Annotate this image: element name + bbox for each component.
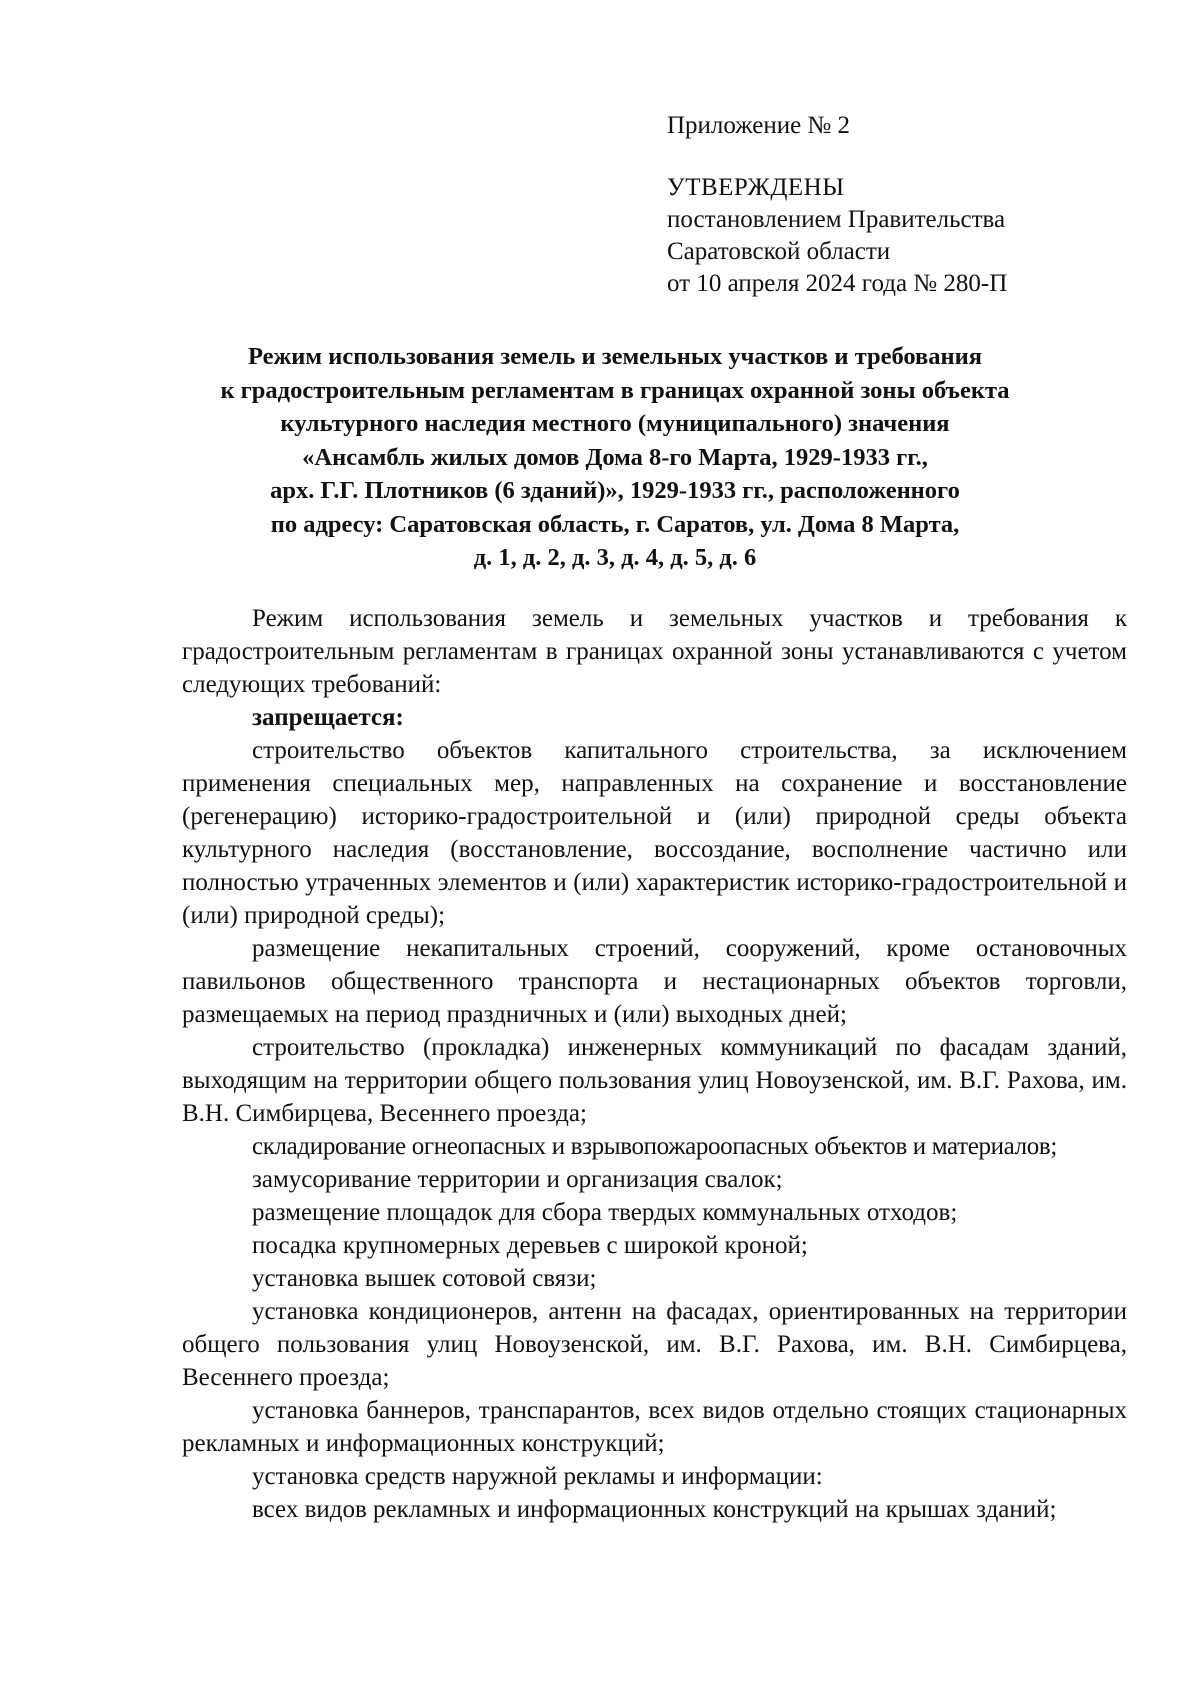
approved-heading: УТВЕРЖДЕНЫ [667, 174, 845, 201]
approval-line: постановлением Правительства [667, 206, 1006, 233]
list-item: строительство объектов капитального строительства, за исключением применения специальных мер, направленных на сохранение и восстановление (регенерацию) историко-градостроительной и (или) природной среды объекта культурного наследия (восстановление, воссоздание, восполнение частично или полностью утраченных элементов и (или) характеристик историко-градостроительной и (или) природной среды); [182, 737, 1127, 929]
title-line: «Ансамбль жилых домов Дома 8-го Марта, 1929-1933 гг., [302, 443, 928, 471]
list-item: установка баннеров, транспарантов, всех видов отдельно стоящих стационарных рекламных и информационных конструкций; [182, 1397, 1127, 1457]
document-body [182, 602, 1127, 1526]
title-line: к градостроительным регламентам в границах охранной зоны объекта [220, 376, 1010, 404]
list-item: замусоривание территории и организация свалок; [252, 1166, 783, 1193]
title-line: Режим использования земель и земельных участков и требования [248, 343, 982, 370]
document-title [180, 340, 1050, 575]
title-line: по адресу: Саратовская область, г. Саратов, ул. Дома 8 Марта, [270, 510, 960, 538]
approval-date-line: от 10 апреля 2024 года № 280-П [667, 270, 1008, 297]
intro-paragraph: Режим использования земель и земельных участков и требования к градостроительным регламентам в границах охранной зоны устанавливаются с учетом следующих требований: [182, 605, 1127, 698]
list-item: размещение некапитальных строений, сооружений, кроме остановочных павильонов общественного транспорта и нестационарных объектов торговли, размещаемых на период праздничных и (или) выходных дней; [182, 935, 1127, 1028]
title-line: д. 1, д. 2, д. 3, д. 4, д. 5, д. 6 [473, 544, 757, 571]
prohibited-heading: запрещается: [252, 704, 404, 731]
list-item: установка средств наружной рекламы и информации: [252, 1463, 823, 1490]
list-item: строительство (прокладка) инженерных коммуникаций по фасадам зданий, выходящим на территории общего пользования улиц Новоузенской, им. В.Г. Рахова, им. В.Н. Симбирцева, Весеннего проезда; [182, 1034, 1127, 1127]
approval-line: Саратовской области [667, 238, 891, 265]
title-line: культурного наследия местного (муниципального) значения [280, 410, 950, 437]
list-item: размещение площадок для сбора твердых коммунальных отходов; [252, 1199, 958, 1226]
list-item: посадка крупномерных деревьев с широкой кроной; [252, 1232, 808, 1259]
title-line: арх. Г.Г. Плотников (6 зданий)», 1929-1933 гг., расположенного [270, 477, 960, 504]
list-item: всех видов рекламных и информационных конструкций на крышах зданий; [252, 1496, 1057, 1523]
list-item: складирование огнеопасных и взрывопожароопасных объектов и материалов; [252, 1133, 1057, 1160]
annex-number: Приложение № 2 [667, 112, 851, 139]
list-item: установка кондиционеров, антенн на фасадах, ориентированных на территории общего пользования улиц Новоузенской, им. В.Г. Рахова, им. В.Н. Симбирцева, Весеннего проезда; [182, 1298, 1127, 1391]
approval-block [667, 110, 1147, 300]
list-item: установка вышек сотовой связи; [252, 1265, 597, 1292]
